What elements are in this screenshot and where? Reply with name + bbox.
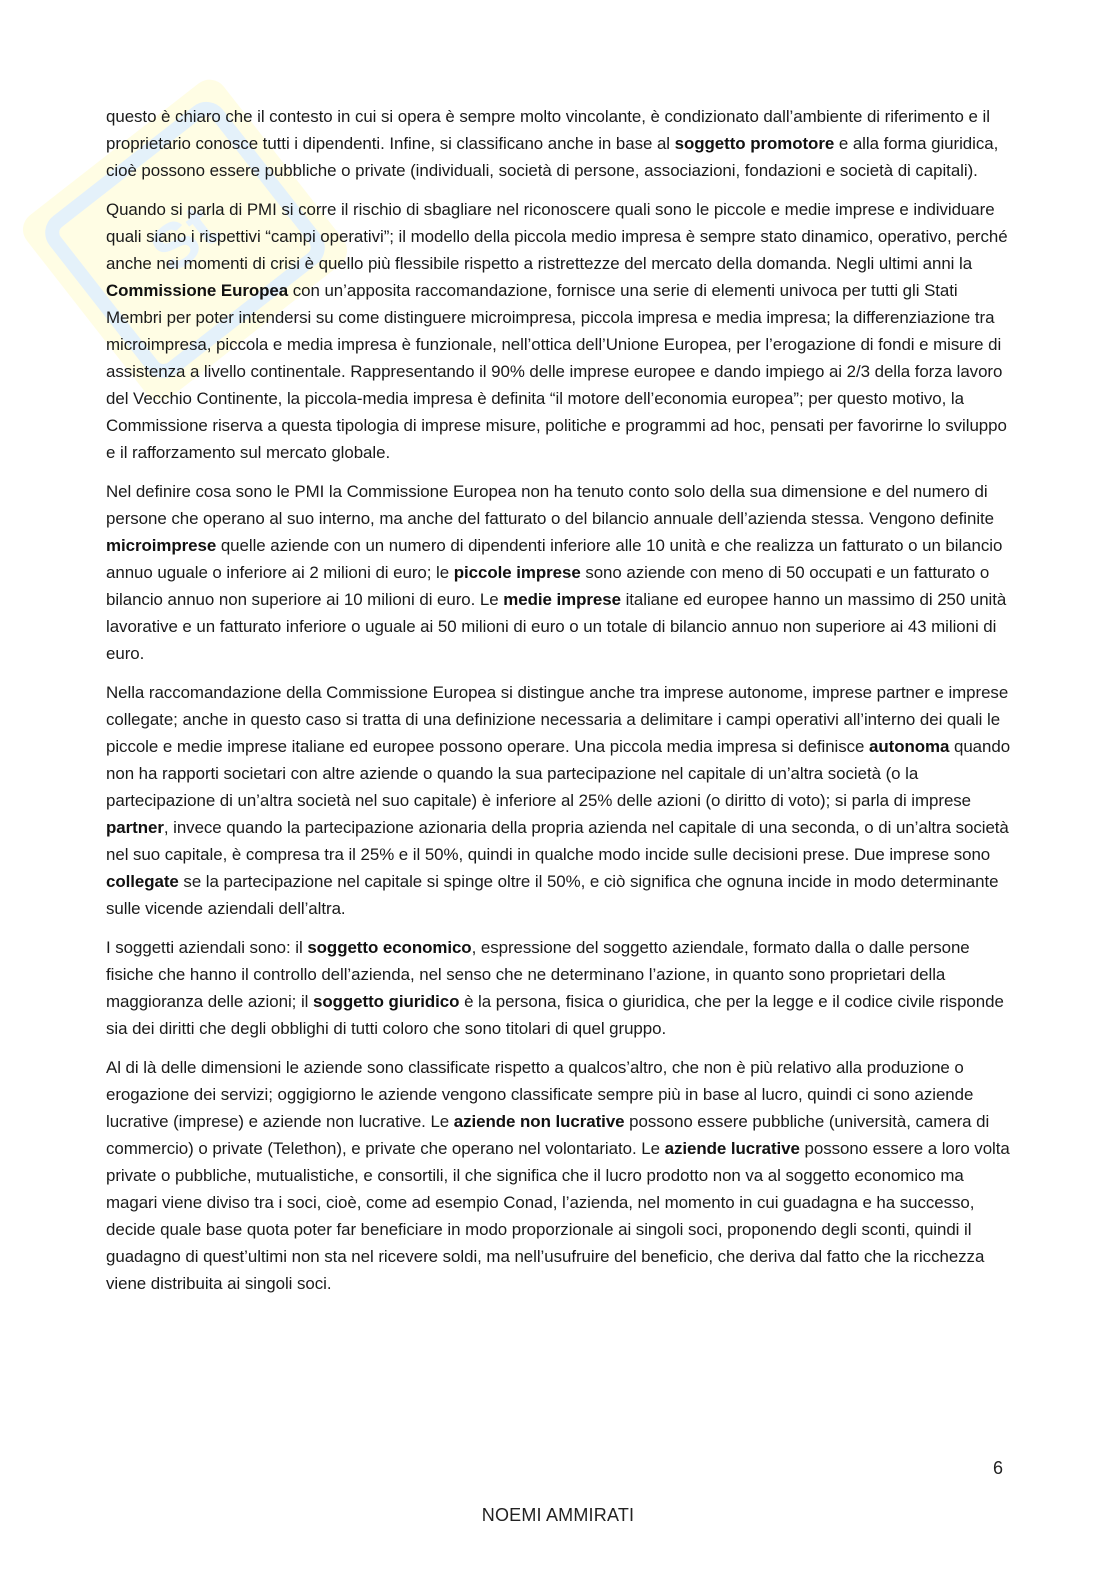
text-run: Quando si parla di PMI si corre il rischio di sbagliare nel riconoscere quali sono le piccole e medie imprese e individuare quali siano i rispettivi “campi operativi”; il modello della piccola medio impresa è sempre stato dinamico, operativo, perché anche nei momenti di crisi è quello più flessibile rispetto a ristrettezze del mercato della domanda. Negli ultimi anni la [106, 200, 1008, 273]
bold-term: soggetto economico [307, 938, 472, 957]
bold-term: soggetto giuridico [313, 992, 460, 1011]
paragraph [106, 196, 1011, 466]
bold-term: soggetto promotore [674, 134, 835, 153]
page-footer-author: NOEMI AMMIRATI [481, 1505, 635, 1525]
text-run: Nel definire cosa sono le PMI la Commissione Europea non ha tenuto conto solo della sua dimensione e del numero di persone che operano al suo interno, ma anche del fatturato o del bilancio annuale dell’azienda stessa. Vengono definite [106, 482, 995, 528]
bold-term: collegate [106, 872, 179, 891]
bold-term: piccole imprese [453, 563, 581, 582]
paragraph [106, 1054, 1011, 1297]
text-run: quelle aziende con un numero di dipendenti inferiore alle 10 unità e che realizza un fatturato o un bilancio annuo uguale o inferiore ai 2 milioni di euro; le [106, 536, 1003, 582]
text-run: I soggetti aziendali sono: il [106, 938, 308, 957]
text-run: italiane ed europee hanno un massimo di 250 unità lavorative e un fatturato inferiore o uguale ai 50 milioni di euro o un totale di bilancio annuo non superiore ai 43 milioni di euro. [106, 590, 1007, 663]
bold-term: aziende lucrative [664, 1139, 800, 1158]
bold-term: aziende non lucrative [453, 1112, 625, 1131]
bold-term: Commissione Europea [106, 281, 289, 300]
text-run: possono essere a loro volta private o pubbliche, mutualistiche, e consortili, il che significa che il lucro prodotto non va al soggetto economico ma magari viene diviso tra i soci, cioè, come ad esempio Conad, l’azienda, nel momento in cui guadagna e ha successo, decide quale base quota poter far beneficiare in modo proporzionale ai singoli soci, proponendo degli sconti, quindi il guadagno di quest’ultimi non sta nel ricevere soldi, ma nell’usufruire del beneficio, che deriva dal fatto che la ricchezza viene distribuita ai singoli soci. [106, 1139, 1010, 1293]
document-body [106, 103, 1011, 1309]
text-run: e alla forma giuridica, cioè possono essere pubbliche o private (individuali, società di persone, associazioni, fondazioni e società di capitali). [106, 134, 999, 180]
bold-term: partner [106, 818, 164, 837]
paragraph [106, 103, 1011, 184]
paragraph [106, 679, 1011, 922]
text-run: , espressione del soggetto aziendale, formato dalla o dalle persone fisiche che hanno il controllo dell’azienda, nel senso che ne determinano l’azione, in quanto sono proprietari della maggioranza delle azioni; il [106, 938, 970, 1011]
text-run: possono essere pubbliche (università, camera di commercio) o private (Telethon), e private che operano nel volontariato. Le [106, 1112, 990, 1158]
bold-term: medie imprese [503, 590, 621, 609]
text-run: è la persona, fisica o giuridica, che per la legge e il codice civile risponde sia dei diritti che degli obblighi di tutti coloro che sono titolari di quel gruppo. [106, 992, 1004, 1038]
text-run: quando non ha rapporti societari con altre aziende o quando la sua partecipazione nel capitale di un’altra società (o la partecipazione di un’altra società nel suo capitale) è inferiore al 25% delle azioni (o diritto di voto); si parla di imprese [106, 737, 1011, 810]
text-run: , invece quando la partecipazione azionaria della propria azienda nel capitale di una seconda, o di un’altra società nel suo capitale, è compresa tra il 25% e il 50%, quindi in qualche modo incide sulle decisioni prese. Due imprese sono [106, 818, 1009, 864]
text-run: con un’apposita raccomandazione, fornisce una serie di elementi univoca per tutti gli Stati Membri per poter intendersi su come distinguere microimpresa, piccola impresa e media impresa; la differenziazione tra microimpresa, piccola e media impresa è funzionale, nell’ottica dell’Unione Europea, per l’erogazione di fondi e misure di assistenza a livello continentale. Rappresentando il 90% delle imprese europee e dando impiego ai 2/3 della forza lavoro del Vecchio Continente, la piccola-media impresa è definita “il motore dell’economia europea”; per questo motivo, la Commissione riserva a questa tipologia di imprese misure, politiche e programmi ad hoc, pensati per favorirne lo sviluppo e il rafforzamento sul mercato globale. [106, 281, 1007, 462]
text-run: sono aziende con meno di 50 occupati e un fatturato o bilancio annuo non superiore ai 10 milioni di euro. Le [106, 563, 990, 609]
bold-term: autonoma [869, 737, 950, 756]
paragraph [106, 478, 1011, 667]
text-run: se la partecipazione nel capitale si spinge oltre il 50%, e ciò significa che ognuna incide in modo determinante sulle vicende aziendali dell’altra. [106, 872, 999, 918]
text-run: Al di là delle dimensioni le aziende sono classificate rispetto a qualcos’altro, che non è più relativo alla produzione o erogazione dei servizi; oggigiorno le aziende vengono classificate sempre più in base al lucro, quindi ci sono aziende lucrative (imprese) e aziende non lucrative. Le [106, 1058, 974, 1131]
svg-text:St: St [136, 190, 232, 287]
bold-term: microimprese [106, 536, 217, 555]
text-run: questo è chiaro che il contesto in cui si opera è sempre molto vincolante, è condizionato dall’ambiente di riferimento e il proprietario conosce tutti i dipendenti. Infine, si classificano anche in base al [106, 107, 990, 153]
text-run: Nella raccomandazione della Commissione Europea si distingue anche tra imprese autonome, imprese partner e imprese collegate; anche in questo caso si tratta di una definizione necessaria a delimitare i campi operativi all’interno dei quali le piccole e medie imprese italiane ed europee possono operare. Una piccola media impresa si definisce [106, 683, 1009, 756]
page-number: 6 [993, 1458, 1004, 1478]
paragraph [106, 934, 1011, 1042]
